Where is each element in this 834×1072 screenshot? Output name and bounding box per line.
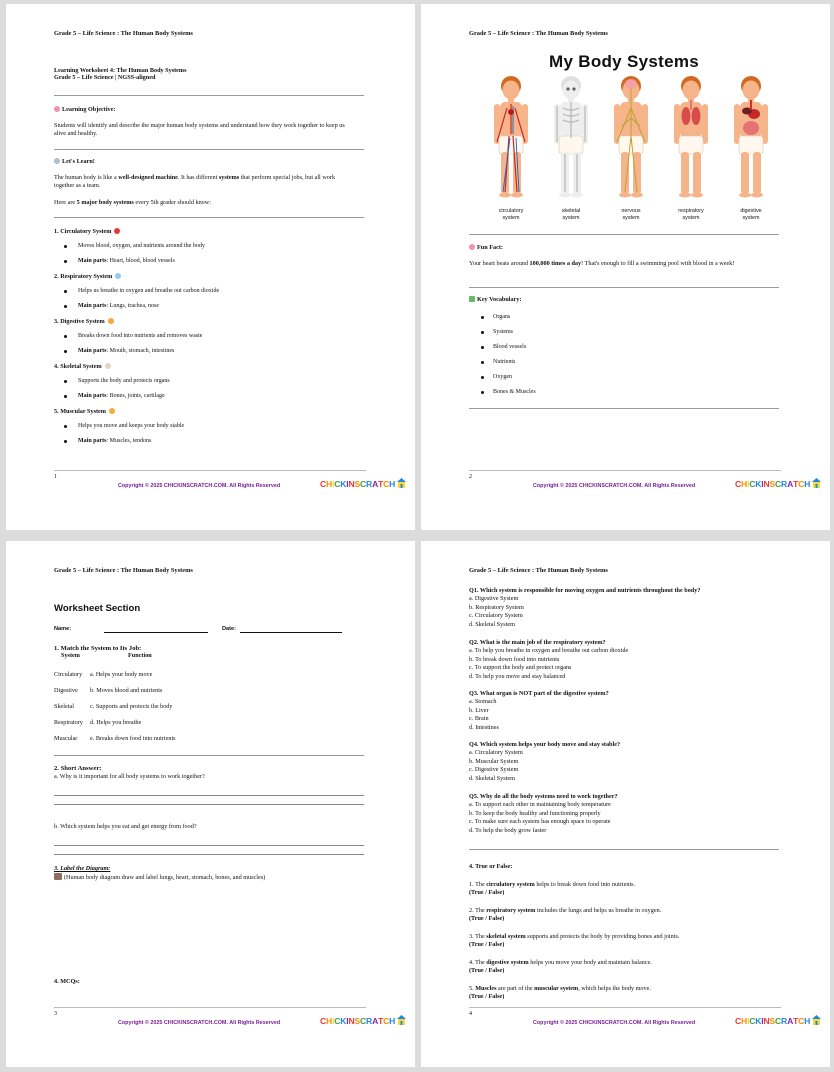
answer-line[interactable] [54, 804, 364, 805]
main-parts-value: : Heart, blood, blood vessels [106, 258, 175, 264]
tf-answer[interactable]: (True / False) [469, 915, 505, 922]
chickinscratch-logo [320, 478, 406, 489]
page-number: 3 [54, 1011, 57, 1017]
label-diagram-text: (Human body diagram draw and label lungs, heart, stomach, bones, and muscles) [54, 873, 265, 882]
system-main-parts [78, 302, 159, 310]
logo-letter: S [769, 479, 776, 489]
bullet [64, 245, 67, 248]
system-description: Helps us breathe in oxygen and breathe out carbon dioxide [78, 288, 220, 294]
logo-letter: H [326, 1016, 333, 1026]
match-system: Muscular [54, 735, 78, 742]
logo-letter: H [804, 479, 811, 489]
vocab-item: Blood vessels [493, 344, 527, 350]
bullet [481, 331, 484, 334]
true-false-heading: 4. True or False: [469, 863, 513, 870]
worksheet-title: Learning Worksheet 4: The Human Body Systems [54, 67, 187, 74]
column-system: System [61, 652, 80, 659]
logo-letter: I [747, 479, 750, 489]
house-icon [812, 1015, 821, 1025]
mcq-option[interactable]: c. To support the body and protect organs [469, 664, 572, 671]
tf-pre: 3. The [469, 933, 487, 940]
learn-paragraph-1: The human body is like a well-designed machine. It has different systems that perform special jobs, but all work together as a team. [54, 174, 336, 189]
mcq-option[interactable]: b. Liver [469, 706, 489, 714]
brain-icon [54, 106, 60, 112]
mcq-option[interactable]: c. Digestive System [469, 766, 519, 773]
figure-label-line1: nervous [621, 208, 641, 214]
main-parts-label: Main parts [78, 393, 107, 399]
mcq-option[interactable]: b. To break down food into nutrients [469, 655, 560, 663]
mcq-option[interactable]: a. Circulatory System [469, 749, 523, 756]
logo-letter: R [366, 479, 373, 489]
logo-letter: C [735, 479, 742, 489]
worksheet-section-title: Worksheet Section [54, 603, 141, 614]
bullet [64, 305, 67, 308]
figure-label-line1: circulatory [498, 208, 524, 214]
system-icon [115, 273, 121, 279]
logo-letter: R [781, 1016, 788, 1026]
logo-letter: K [755, 1016, 762, 1026]
logo-letter: S [769, 1016, 776, 1026]
divider [54, 149, 364, 150]
bullet [481, 361, 484, 364]
copyright-text: Copyright © 2025 CHICKINSCRATCH.COM. All Rights Reserved [533, 483, 696, 489]
logo-letter: C [320, 1016, 327, 1026]
system-icon [109, 408, 115, 414]
figure-label [666, 208, 716, 221]
logo-text [735, 1016, 810, 1026]
tf-pre: 1. The [469, 881, 487, 888]
match-function: d. Helps you breathe [90, 719, 142, 726]
body-figures [481, 74, 781, 214]
short-question-b: b. Which system helps you eat and get energy from food? [54, 823, 197, 830]
page-header: Grade 5 – Life Science : The Human Body Systems [54, 30, 193, 37]
mcq-option[interactable]: b. To keep the body healthy and functioning properly [469, 809, 601, 817]
logo-letter: C [775, 479, 782, 489]
tf-bold: skeletal system [486, 933, 526, 940]
page-2 [421, 4, 830, 530]
learn-heading: Let's Learn! [54, 158, 95, 166]
date-field[interactable] [240, 632, 342, 633]
mcq-question: Q4. Which system helps your body move and stay stable? [469, 741, 621, 748]
mcq-option[interactable]: c. Brain [469, 715, 489, 722]
system-title-text: 1. Circulatory System [54, 228, 112, 235]
divider [54, 95, 364, 96]
vocab-item: Bones & Muscles [493, 389, 536, 395]
system-title-text: 5. Muscular System [54, 408, 106, 415]
main-parts-value: : Muscles, tendons [106, 438, 152, 444]
bullet [64, 425, 67, 428]
logo-letter: C [383, 479, 390, 489]
match-function: e. Breaks down food into nutrients [90, 735, 176, 742]
logo-letter: C [320, 479, 327, 489]
objective-text: Students will identify and describe the major human body systems and understand how they work together to keep us alive and healthy. [54, 122, 345, 137]
main-parts-label: Main parts [78, 438, 107, 444]
fun-fact-text: Your heart beats around 100,000 times a day! That's enough to fill a swimming pool with blood in a week! [469, 260, 735, 267]
page-number: 2 [469, 474, 472, 480]
mcq-option[interactable]: a. Stomach [469, 698, 497, 705]
logo-letter: A [787, 1016, 794, 1026]
logo-letter: I [761, 479, 764, 489]
system-title [54, 318, 114, 326]
bullet [481, 346, 484, 349]
logo-letter: T [378, 479, 384, 489]
logo-letter: C [334, 1016, 341, 1026]
mcq-question: Q2. What is the main job of the respiratory system? [469, 639, 606, 646]
system-main-parts [78, 257, 175, 265]
logo-text [320, 479, 395, 489]
answer-line[interactable] [54, 795, 364, 796]
tf-statement [469, 907, 661, 915]
objective-heading: Learning Objective: [54, 106, 115, 114]
bullet [481, 376, 484, 379]
system-title [54, 363, 111, 371]
tf-bold: digestive system [486, 959, 529, 966]
figure-nerv [614, 76, 648, 198]
divider [469, 234, 779, 235]
logo-letter: H [326, 479, 333, 489]
figure-label-line1: respiratory [678, 208, 704, 214]
logo-letter: I [332, 1016, 335, 1026]
match-system: Circulatory [54, 671, 83, 678]
main-parts-label: Main parts [78, 348, 107, 354]
match-system: Digestive [54, 687, 78, 694]
figure-label [546, 208, 596, 221]
tf-statement [469, 933, 679, 941]
figure-label-line2: system [682, 214, 700, 221]
page-1 [6, 4, 415, 530]
tf-post: helps you move your body and maintain balance. [528, 959, 652, 966]
mcq-option[interactable]: d. Skeletal System [469, 620, 515, 628]
figure-label-line1: digestive [740, 208, 762, 214]
system-main-parts [78, 437, 151, 445]
footer-line [54, 470, 366, 471]
logo-letter: S [354, 1016, 361, 1026]
logo-letter: C [735, 1016, 742, 1026]
main-parts-label: Main parts [78, 258, 107, 264]
bullet [64, 350, 67, 353]
logo-letter: C [360, 1016, 367, 1026]
logo-letter: S [354, 479, 361, 489]
mcq-option[interactable]: a. To support each other in maintaining body temperature [469, 801, 611, 808]
logo-letter: C [383, 1016, 390, 1026]
page-4 [421, 541, 830, 1067]
mcq-question: Q5. Why do all the body systems need to work together? [469, 793, 618, 800]
system-description: Helps you move and keeps your body stable [78, 423, 185, 429]
learn-paragraph-2: Here are 5 major body systems every 5th grader should know: [54, 199, 211, 206]
system-description: Supports the body and protects organs [78, 378, 170, 384]
mcq-option[interactable]: b. Muscular System [469, 757, 519, 765]
tf-bold-2: muscular system [534, 985, 579, 992]
logo-letter: C [334, 479, 341, 489]
figure-label [726, 208, 776, 221]
logo-letter: I [761, 1016, 764, 1026]
copyright-text: Copyright © 2025 CHICKINSCRATCH.COM. All Rights Reserved [118, 483, 281, 489]
logo-letter: I [346, 1016, 349, 1026]
page-number: 1 [54, 474, 57, 480]
system-icon [105, 363, 111, 369]
system-main-parts [78, 347, 174, 355]
logo-letter: A [372, 1016, 379, 1026]
figure-resp [674, 76, 708, 198]
mcq-option[interactable]: d. To help the body grow faster [469, 826, 547, 834]
divider [54, 217, 364, 218]
column-function: Function [128, 652, 152, 659]
tf-post: includes the lungs and helps us breathe in oxygen. [535, 907, 662, 914]
vocab-item: Systems [493, 329, 514, 335]
chickinscratch-logo [320, 1015, 406, 1026]
system-title [54, 273, 121, 281]
system-title-text: 2. Respiratory System [54, 273, 113, 280]
mcq-option[interactable]: d. Skeletal System [469, 774, 515, 782]
figure-dig [734, 76, 768, 198]
mcq-option[interactable]: b. Respiratory System [469, 603, 524, 611]
main-parts-label: Main parts [78, 303, 107, 309]
logo-letter: I [346, 479, 349, 489]
logo-letter: A [787, 479, 794, 489]
tf-post-2: , which helps the body move. [578, 985, 651, 992]
name-label: Name: [54, 626, 72, 632]
figure-label [486, 208, 536, 221]
system-title [54, 228, 120, 236]
page-header: Grade 5 – Life Science : The Human Body Systems [54, 567, 193, 574]
main-parts-value: : Lungs, trachea, nose [106, 303, 159, 309]
logo-letter: H [389, 479, 396, 489]
tf-post: are part of the [496, 985, 535, 992]
footer-line [469, 1007, 781, 1008]
page-number: 4 [469, 1011, 472, 1017]
house-icon [397, 1015, 406, 1025]
mcq-question: Q1. Which system is responsible for moving oxygen and nutrients throughout the body? [469, 587, 701, 594]
bullet [64, 335, 67, 338]
label-diagram-heading: 3. Label the Diagram: [54, 865, 111, 872]
logo-letter: I [747, 1016, 750, 1026]
figure-label [606, 208, 656, 221]
tf-statement [469, 959, 652, 967]
page-3 [6, 541, 415, 1067]
tf-answer[interactable]: (True / False) [469, 967, 505, 974]
logo-letter: H [741, 1016, 748, 1026]
logo-letter: A [372, 479, 379, 489]
bullet [64, 260, 67, 263]
logo-letter: N [348, 479, 355, 489]
match-heading: 1. Match the System to Its Job: [54, 645, 142, 652]
vocab-item: Oxygen [493, 374, 512, 380]
tf-post: supports and protects the body by providing bones and joints. [525, 933, 680, 940]
logo-text [735, 479, 810, 489]
tf-pre: 5. [469, 985, 476, 992]
bullet [481, 391, 484, 394]
divider [469, 408, 779, 409]
bullet [64, 380, 67, 383]
mcq-option[interactable]: c. To make sure each system has enough space to operate [469, 818, 611, 825]
logo-letter: K [755, 479, 762, 489]
logo-letter: K [340, 479, 347, 489]
footer-line [469, 470, 781, 471]
logo-letter: I [332, 479, 335, 489]
tf-answer[interactable]: (True / False) [469, 941, 505, 948]
magnifier-icon [54, 158, 60, 164]
figure-circ [494, 76, 528, 198]
bullet [64, 395, 67, 398]
chickinscratch-logo [735, 1015, 821, 1026]
logo-letter: C [749, 479, 756, 489]
logo-letter: N [763, 479, 770, 489]
body-systems-illustration [481, 50, 781, 230]
logo-letter: C [798, 479, 805, 489]
figure-label-line2: system [562, 214, 580, 221]
illustration-title: My Body Systems [549, 52, 699, 71]
tf-post: helps to break down food into nutrients. [534, 881, 636, 888]
vocab-item: Organs [493, 314, 511, 320]
system-icon [114, 228, 120, 234]
match-function: a. Helps your body move [90, 671, 153, 678]
worksheet-subtitle: Grade 5 – Life Science | NGSS-aligned [54, 74, 156, 81]
brain-icon [469, 244, 475, 250]
copyright-text: Copyright © 2025 CHICKINSCRATCH.COM. All Rights Reserved [533, 1020, 696, 1026]
bullet [64, 440, 67, 443]
logo-letter: T [793, 479, 799, 489]
mcq-option[interactable]: a. Digestive System [469, 595, 519, 602]
footer-line [54, 1007, 366, 1008]
logo-letter: H [389, 1016, 396, 1026]
logo-letter: C [360, 479, 367, 489]
match-system: Respiratory [54, 719, 83, 726]
tf-bold: circulatory system [486, 881, 535, 888]
vocab-item: Nutrients [493, 359, 516, 365]
logo-text [320, 1016, 395, 1026]
logo-letter: H [804, 1016, 811, 1026]
house-icon [812, 478, 821, 488]
fun-fact-heading: Fun Fact: [469, 244, 503, 252]
tf-pre: 2. The [469, 907, 487, 914]
system-description: Moves blood, oxygen, and nutrients around the body [78, 243, 205, 249]
logo-letter: N [763, 1016, 770, 1026]
tf-answer[interactable]: (True / False) [469, 993, 505, 1000]
tf-bold: Muscles [475, 985, 497, 992]
figure-label-line2: system [742, 214, 760, 221]
logo-letter: C [798, 1016, 805, 1026]
tf-statement [469, 985, 651, 993]
mcq-question: Q3. What organ is NOT part of the digestive system? [469, 690, 609, 697]
page-header: Grade 5 – Life Science : The Human Body Systems [469, 567, 608, 574]
mcq-option[interactable]: d. To help you move and stay balanced [469, 672, 566, 680]
mcq-option[interactable]: a. To help you breathe in oxygen and breathe out carbon dioxide [469, 647, 629, 654]
vocab-heading: Key Vocabulary: [469, 296, 522, 304]
logo-letter: T [378, 1016, 384, 1026]
figure-label-line2: system [502, 214, 520, 221]
mcq-option[interactable]: c. Circulatory System [469, 612, 523, 619]
system-title-text: 4. Skeletal System [54, 363, 102, 370]
match-function: b. Moves blood and nutrients [90, 687, 163, 694]
bullet [481, 316, 484, 319]
logo-letter: K [340, 1016, 347, 1026]
divider [54, 755, 364, 756]
logo-letter: N [348, 1016, 355, 1026]
answer-line[interactable] [54, 845, 364, 846]
logo-letter: C [749, 1016, 756, 1026]
answer-line[interactable] [54, 854, 364, 855]
name-field[interactable] [104, 632, 208, 633]
tf-statement [469, 881, 635, 889]
match-system: Skeletal [54, 703, 74, 710]
match-function: c. Supports and protects the body [90, 703, 173, 710]
page-header: Grade 5 – Life Science : The Human Body Systems [469, 30, 608, 37]
logo-letter: R [366, 1016, 373, 1026]
bullet [64, 290, 67, 293]
system-main-parts [78, 392, 165, 400]
chickinscratch-logo [735, 478, 821, 489]
figure-label-line2: system [622, 214, 640, 221]
system-description: Breaks down food into nutrients and removes waste [78, 333, 203, 339]
mcq-option[interactable]: d. Intestines [469, 723, 499, 731]
tf-bold: respiratory system [486, 907, 536, 914]
main-parts-value: : Mouth, stomach, intestines [106, 348, 175, 354]
system-title-text: 3. Digestive System [54, 318, 105, 325]
tf-pre: 4. The [469, 959, 487, 966]
figure-skel [554, 76, 588, 198]
system-icon [108, 318, 114, 324]
date-label: Date: [222, 626, 236, 632]
divider [469, 849, 779, 850]
system-title [54, 408, 115, 416]
divider [469, 287, 779, 288]
logo-letter: C [775, 1016, 782, 1026]
mcq-heading: 4. MCQs: [54, 978, 80, 985]
short-question-a: a. Why is it important for all body systems to work together? [54, 773, 205, 780]
logo-letter: H [741, 479, 748, 489]
main-parts-value: : Bones, joints, cartilage [106, 393, 165, 399]
tf-answer[interactable]: (True / False) [469, 889, 505, 896]
house-icon [397, 478, 406, 488]
book-icon [469, 296, 475, 302]
logo-letter: T [793, 1016, 799, 1026]
figure-label-line1: skeletal [561, 208, 581, 214]
picture-icon [54, 873, 62, 880]
short-answer-heading: 2. Short Answer: [54, 765, 102, 772]
logo-letter: R [781, 479, 788, 489]
copyright-text: Copyright © 2025 CHICKINSCRATCH.COM. All Rights Reserved [118, 1020, 281, 1026]
